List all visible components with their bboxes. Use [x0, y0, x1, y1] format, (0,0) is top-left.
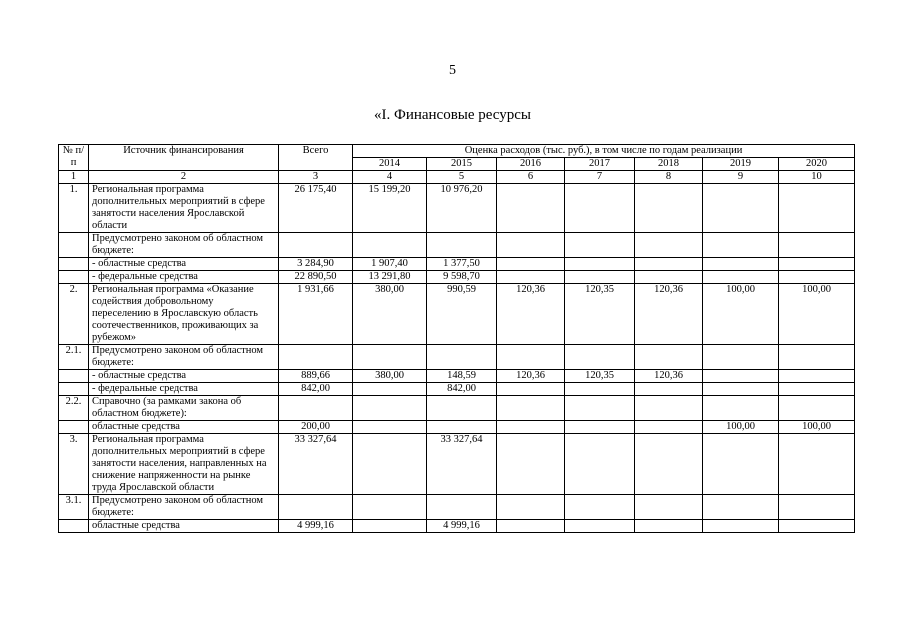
total-cell: 1 931,66 — [279, 284, 353, 345]
total-cell — [279, 396, 353, 421]
total-cell: 3 284,90 — [279, 258, 353, 271]
year-value-cell: 1 377,50 — [427, 258, 497, 271]
year-value-cell — [635, 383, 703, 396]
year-value-cell — [565, 520, 635, 533]
year-value-cell — [353, 495, 427, 520]
table-row — [59, 421, 855, 434]
year-value-cell: 100,00 — [779, 284, 855, 345]
year-value-cell — [353, 434, 427, 495]
year-value-cell: 120,36 — [497, 370, 565, 383]
table-row — [59, 258, 855, 271]
year-value-cell: 120,35 — [565, 370, 635, 383]
header-year: 2018 — [635, 158, 703, 171]
year-value-cell — [497, 434, 565, 495]
year-value-cell — [427, 233, 497, 258]
total-cell — [279, 495, 353, 520]
header-total: Всего — [279, 145, 353, 171]
year-value-cell — [353, 396, 427, 421]
header-year: 2017 — [565, 158, 635, 171]
source-cell: - федеральные средства — [89, 383, 279, 396]
year-value-cell — [779, 271, 855, 284]
year-value-cell: 9 598,70 — [427, 271, 497, 284]
year-value-cell — [779, 383, 855, 396]
total-cell: 200,00 — [279, 421, 353, 434]
page-number: 5 — [449, 63, 456, 78]
column-number: 1 — [59, 171, 89, 184]
year-value-cell — [565, 383, 635, 396]
year-value-cell — [427, 345, 497, 370]
year-value-cell — [353, 520, 427, 533]
header-year: 2019 — [703, 158, 779, 171]
header-num: № п/п — [59, 145, 89, 171]
source-cell: Предусмотрено законом об областном бюджете: — [89, 495, 279, 520]
year-value-cell — [497, 271, 565, 284]
year-value-cell — [779, 370, 855, 383]
year-value-cell — [497, 396, 565, 421]
year-value-cell — [565, 184, 635, 233]
total-cell: 4 999,16 — [279, 520, 353, 533]
source-cell: областные средства — [89, 520, 279, 533]
year-value-cell — [635, 258, 703, 271]
row-number-cell: 3.1. — [59, 495, 89, 520]
year-value-cell — [635, 233, 703, 258]
year-value-cell: 100,00 — [779, 421, 855, 434]
year-value-cell — [565, 434, 635, 495]
table-header-row — [59, 145, 855, 158]
year-value-cell — [779, 434, 855, 495]
row-number-cell — [59, 370, 89, 383]
year-value-cell — [565, 271, 635, 284]
document-title: «I. Финансовые ресурсы — [373, 107, 532, 123]
year-value-cell — [497, 495, 565, 520]
year-value-cell — [635, 345, 703, 370]
year-value-cell — [703, 383, 779, 396]
year-value-cell — [703, 495, 779, 520]
column-number: 8 — [635, 171, 703, 184]
year-value-cell — [703, 258, 779, 271]
year-value-cell — [703, 233, 779, 258]
header-source: Источник финансирования — [89, 145, 279, 171]
year-value-cell — [635, 396, 703, 421]
table-row — [59, 383, 855, 396]
year-value-cell: 13 291,80 — [353, 271, 427, 284]
column-number: 6 — [497, 171, 565, 184]
year-value-cell — [779, 233, 855, 258]
source-cell: - областные средства — [89, 370, 279, 383]
row-number-cell — [59, 258, 89, 271]
source-cell: - федеральные средства — [89, 271, 279, 284]
year-value-cell — [427, 396, 497, 421]
year-value-cell — [497, 383, 565, 396]
source-cell: Региональная программа дополнительных мероприятий в сфере занятости населения, направленных на снижение напряженности на рынке труда Ярославской области — [89, 434, 279, 495]
year-value-cell: 1 907,40 — [353, 258, 427, 271]
row-number-cell: 2.2. — [59, 396, 89, 421]
year-value-cell — [565, 495, 635, 520]
year-value-cell — [703, 271, 779, 284]
year-value-cell — [353, 233, 427, 258]
table-row — [59, 233, 855, 258]
column-number: 3 — [279, 171, 353, 184]
year-value-cell — [497, 184, 565, 233]
year-value-cell: 100,00 — [703, 421, 779, 434]
year-value-cell: 990,59 — [427, 284, 497, 345]
year-value-cell — [703, 345, 779, 370]
total-cell: 889,66 — [279, 370, 353, 383]
year-value-cell: 380,00 — [353, 370, 427, 383]
column-number: 2 — [89, 171, 279, 184]
year-value-cell — [565, 421, 635, 434]
year-value-cell — [353, 383, 427, 396]
row-number-cell — [59, 233, 89, 258]
column-number: 10 — [779, 171, 855, 184]
column-number: 7 — [565, 171, 635, 184]
row-number-cell — [59, 271, 89, 284]
table-row — [59, 370, 855, 383]
year-value-cell — [779, 495, 855, 520]
header-estimate: Оценка расходов (тыс. руб.), в том числе по годам реализации — [353, 145, 855, 158]
table-row — [59, 271, 855, 284]
year-value-cell — [779, 345, 855, 370]
year-value-cell: 15 199,20 — [353, 184, 427, 233]
year-value-cell: 120,36 — [497, 284, 565, 345]
header-year: 2016 — [497, 158, 565, 171]
year-value-cell — [779, 520, 855, 533]
source-cell: Предусмотрено законом об областном бюджете: — [89, 233, 279, 258]
row-number-cell: 1. — [59, 184, 89, 233]
row-number-cell: 2.1. — [59, 345, 89, 370]
source-cell: - областные средства — [89, 258, 279, 271]
year-value-cell — [635, 421, 703, 434]
header-year: 2020 — [779, 158, 855, 171]
table-row — [59, 520, 855, 533]
year-value-cell — [703, 434, 779, 495]
header-year: 2014 — [353, 158, 427, 171]
year-value-cell: 100,00 — [703, 284, 779, 345]
year-value-cell — [497, 520, 565, 533]
table-body — [59, 184, 855, 533]
year-value-cell — [635, 495, 703, 520]
header-year: 2015 — [427, 158, 497, 171]
table-row — [59, 495, 855, 520]
year-value-cell — [703, 520, 779, 533]
year-value-cell — [635, 184, 703, 233]
year-value-cell — [565, 345, 635, 370]
year-value-cell: 10 976,20 — [427, 184, 497, 233]
table-row — [59, 434, 855, 495]
year-value-cell — [565, 258, 635, 271]
total-cell — [279, 345, 353, 370]
year-value-cell — [703, 396, 779, 421]
table-row — [59, 184, 855, 233]
column-number: 5 — [427, 171, 497, 184]
column-number-row — [59, 171, 855, 184]
year-value-cell: 842,00 — [427, 383, 497, 396]
source-cell: Справочно (за рамками закона об областном бюджете): — [89, 396, 279, 421]
row-number-cell: 3. — [59, 434, 89, 495]
total-cell: 842,00 — [279, 383, 353, 396]
year-value-cell — [497, 345, 565, 370]
row-number-cell — [59, 383, 89, 396]
year-value-cell — [565, 396, 635, 421]
year-value-cell — [353, 345, 427, 370]
year-value-cell — [635, 520, 703, 533]
row-number-cell: 2. — [59, 284, 89, 345]
year-value-cell — [427, 495, 497, 520]
year-value-cell — [635, 434, 703, 495]
year-value-cell — [703, 184, 779, 233]
table-row — [59, 345, 855, 370]
year-value-cell: 120,35 — [565, 284, 635, 345]
source-cell: областные средства — [89, 421, 279, 434]
column-number: 9 — [703, 171, 779, 184]
year-value-cell — [497, 258, 565, 271]
financial-resources-table — [58, 144, 855, 533]
year-value-cell — [497, 233, 565, 258]
year-value-cell: 4 999,16 — [427, 520, 497, 533]
year-value-cell — [565, 233, 635, 258]
column-number: 4 — [353, 171, 427, 184]
year-value-cell: 148,59 — [427, 370, 497, 383]
year-value-cell — [497, 421, 565, 434]
year-value-cell — [779, 258, 855, 271]
total-cell: 33 327,64 — [279, 434, 353, 495]
total-cell: 22 890,50 — [279, 271, 353, 284]
table-row — [59, 284, 855, 345]
year-value-cell — [779, 184, 855, 233]
year-value-cell — [427, 421, 497, 434]
year-value-cell: 120,36 — [635, 284, 703, 345]
year-value-cell: 380,00 — [353, 284, 427, 345]
total-cell — [279, 233, 353, 258]
source-cell: Региональная программа дополнительных мероприятий в сфере занятости населения Ярославской области — [89, 184, 279, 233]
year-value-cell — [635, 271, 703, 284]
year-value-cell — [353, 421, 427, 434]
table-row — [59, 396, 855, 421]
total-cell: 26 175,40 — [279, 184, 353, 233]
year-value-cell: 120,36 — [635, 370, 703, 383]
row-number-cell — [59, 421, 89, 434]
source-cell: Региональная программа «Оказание содействия добровольному переселению в Ярославскую область соотечественников, проживающих за рубежом» — [89, 284, 279, 345]
year-value-cell — [703, 370, 779, 383]
year-value-cell: 33 327,64 — [427, 434, 497, 495]
year-value-cell — [779, 396, 855, 421]
row-number-cell — [59, 520, 89, 533]
source-cell: Предусмотрено законом об областном бюджете: — [89, 345, 279, 370]
